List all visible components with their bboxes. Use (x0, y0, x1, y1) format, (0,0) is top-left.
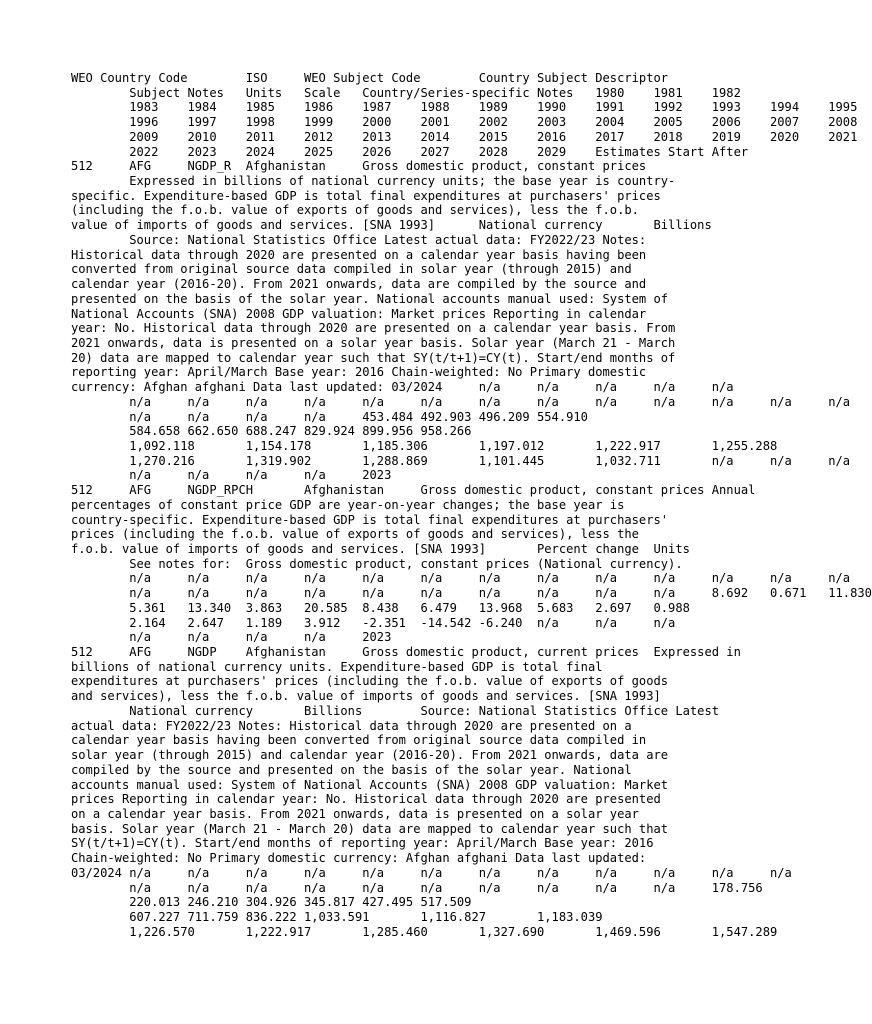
text-line: n/a n/a n/a n/a n/a n/a n/a n/a n/a n/a n/a n/a n/a (71, 571, 851, 586)
text-line: specific. Expenditure-based GDP is total final expenditures at purchasers' prices (71, 188, 661, 203)
text-line: and services), less the f.o.b. value of imports of goods and services. [SNA 1993] (71, 689, 661, 704)
text-line: 1,270.216 1,319.902 1,288.869 1,101.445 1,032.711 n/a n/a n/a (71, 453, 851, 468)
text-line: Expressed in billions of national currency units; the base year is country- (71, 174, 676, 189)
text-line: 2022 2023 2024 2025 2026 2027 2028 2029 Estimates Start After (71, 144, 749, 159)
text-line: percentages of constant price GDP are year-on-year changes; the base year is (71, 497, 625, 512)
text-line: 2.164 2.647 1.189 3.912 -2.351 -14.542 -6.240 n/a n/a n/a (71, 615, 676, 630)
text-line: solar year (through 2015) and calendar year (2016-20). From 2021 onwards, data are (71, 748, 669, 763)
text-line: 2021 onwards, data is presented on a solar year basis. Solar year (March 21 - March (71, 335, 676, 350)
text-line: 584.658 662.650 688.247 829.924 899.956 958.266 (71, 424, 472, 439)
text-line: billions of national currency units. Expenditure-based GDP is total final (71, 659, 603, 674)
text-line: 5.361 13.340 3.863 20.585 8.438 6.479 13.968 5.683 2.697 0.988 (71, 600, 690, 615)
text-line: prices (including the f.o.b. value of exports of goods and services), less the (71, 527, 639, 542)
text-line: value of imports of goods and services. [SNA 1993] National currency Billions (71, 218, 712, 233)
text-line: 1996 1997 1998 1999 2000 2001 2002 2003 2004 2005 2006 2007 2008 (71, 115, 858, 130)
text-line: on a calendar year basis. From 2021 onwards, data is presented on a solar year (71, 806, 639, 821)
text-line: 2009 2010 2011 2012 2013 2014 2015 2016 2017 2018 2019 2020 2021 (71, 129, 858, 144)
text-line: National Accounts (SNA) 2008 GDP valuation: Market prices Reporting in calendar (71, 306, 647, 321)
text-line: 1,226.570 1,222.917 1,285.460 1,327.690 1,469.596 1,547.289 (71, 924, 778, 939)
text-line: converted from original source data compiled in solar year (through 2015) and (71, 262, 632, 277)
document-text (71, 71, 872, 939)
text-line: country-specific. Expenditure-based GDP is total final expenditures at purchasers' (71, 512, 669, 527)
text-line: Chain-weighted: No Primary domestic currency: Afghan afghani Data last updated: (71, 851, 647, 866)
text-line: See notes for: Gross domestic product, constant prices (National currency). (71, 556, 683, 571)
text-line: 220.013 246.210 304.926 345.817 427.495 517.509 (71, 895, 472, 910)
text-line: accounts manual used: System of National Accounts (SNA) 2008 GDP valuation: Market (71, 777, 669, 792)
text-line: 607.227 711.759 836.222 1,033.591 1,116.827 1,183.039 (71, 909, 603, 924)
text-line: year: No. Historical data through 2020 are presented on a calendar year basis. From (71, 321, 676, 336)
text-line: reporting year: April/March Base year: 2016 Chain-weighted: No Primary domestic (71, 365, 647, 380)
text-line: 1983 1984 1985 1986 1987 1988 1989 1990 1991 1992 1993 1994 1995 (71, 100, 858, 115)
text-line: Historical data through 2020 are presented on a calendar year basis having been (71, 247, 647, 262)
text-line: compiled by the source and presented on the basis of the solar year. National (71, 762, 632, 777)
text-line: 20) data are mapped to calendar year such that SY(t/t+1)=CY(t). Start/end months of (71, 350, 676, 365)
text-line: 512 AFG NGDP Afghanistan Gross domestic product, current prices Expressed in (71, 645, 741, 660)
text-line: basis. Solar year (March 21 - March 20) data are mapped to calendar year such that (71, 821, 669, 836)
text-line: 512 AFG NGDP_R Afghanistan Gross domestic product, constant prices (71, 159, 647, 174)
text-line: currency: Afghan afghani Data last updated: 03/2024 n/a n/a n/a n/a n/a (71, 380, 734, 395)
text-line: Subject Notes Units Scale Country/Series-specific Notes 1980 1981 1982 (71, 85, 741, 100)
text-line: n/a n/a n/a n/a 2023 (71, 630, 392, 645)
text-line: 1,092.118 1,154.178 1,185.306 1,197.012 1,222.917 1,255.288 (71, 438, 778, 453)
text-line: calendar year basis having been converted from original source data compiled in (71, 733, 647, 748)
text-line: n/a n/a n/a n/a 2023 (71, 468, 392, 483)
text-line: presented on the basis of the solar year. National accounts manual used: System of (71, 291, 669, 306)
text-line: 03/2024 n/a n/a n/a n/a n/a n/a n/a n/a n/a n/a n/a n/a (71, 865, 792, 880)
text-line: National currency Billions Source: National Statistics Office Latest (71, 703, 720, 718)
text-line: f.o.b. value of imports of goods and services. [SNA 1993] Percent change Units (71, 542, 690, 556)
text-line: WEO Country Code ISO WEO Subject Code Country Subject Descriptor (71, 71, 669, 85)
text-line: n/a n/a n/a n/a n/a n/a n/a n/a n/a n/a 178.756 (71, 880, 763, 895)
text-line: n/a n/a n/a n/a n/a n/a n/a n/a n/a n/a n/a n/a n/a (71, 394, 851, 409)
text-line: Source: National Statistics Office Latest actual data: FY2022/23 Notes: (71, 232, 647, 247)
text-line: calendar year (2016-20). From 2021 onwards, data are compiled by the source and (71, 277, 647, 292)
text-line: prices Reporting in calendar year: No. Historical data through 2020 are presented (71, 792, 661, 807)
text-line: n/a n/a n/a n/a n/a n/a n/a n/a n/a n/a 8.692 0.671 11.830 (71, 586, 872, 601)
text-line: 512 AFG NGDP_RPCH Afghanistan Gross domestic product, constant prices Annual (71, 483, 756, 498)
text-line: SY(t/t+1)=CY(t). Start/end months of reporting year: April/March Base year: 2016 (71, 836, 654, 851)
text-line: expenditures at purchasers' prices (including the f.o.b. value of exports of goods (71, 674, 669, 689)
text-line: n/a n/a n/a n/a 453.484 492.903 496.209 554.910 (71, 409, 588, 424)
text-line: (including the f.o.b. value of exports of goods and services), less the f.o.b. (71, 203, 639, 218)
text-line: actual data: FY2022/23 Notes: Historical data through 2020 are presented on a (71, 718, 632, 733)
